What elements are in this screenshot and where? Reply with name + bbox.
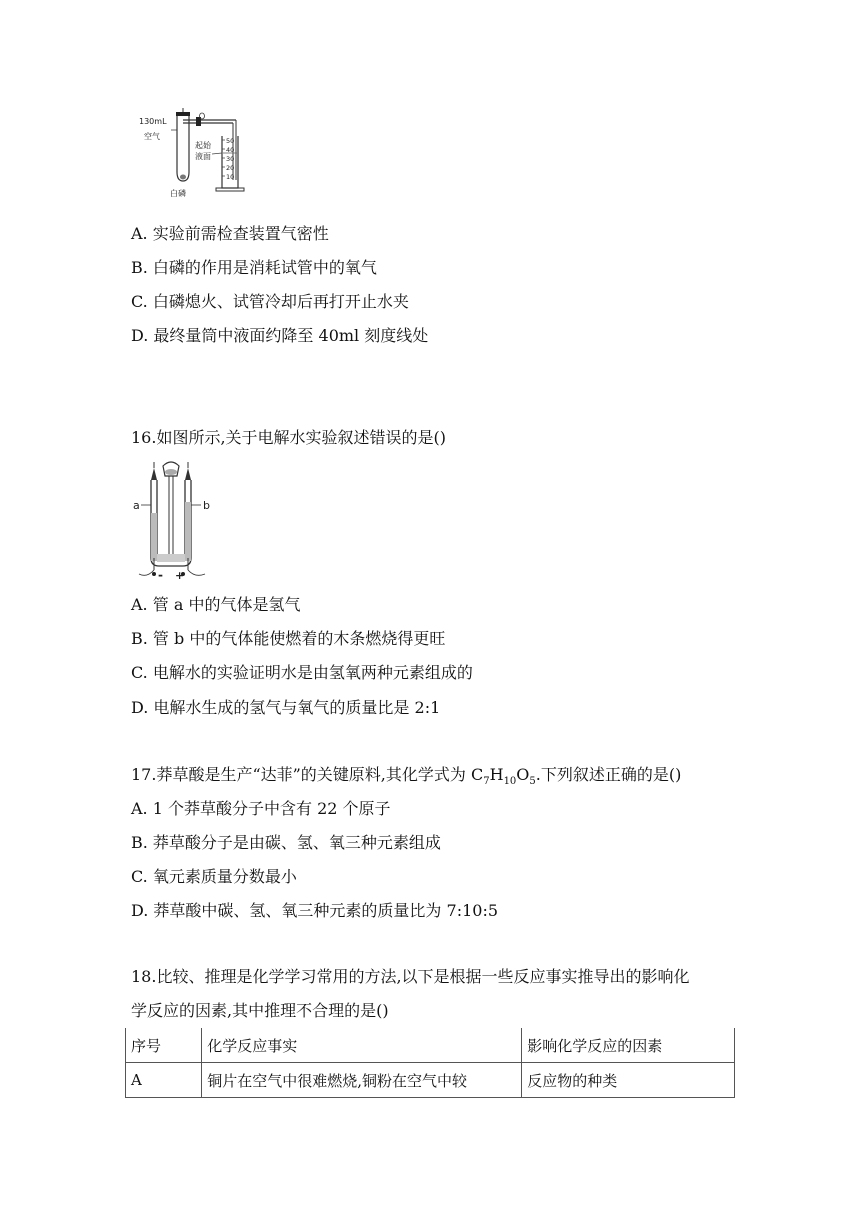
row-fact: 铜片在空气中很难燃烧,铜粉在空气中较 [202,1063,522,1098]
q18-stem-line2: 学反应的因素,其中推理不合理的是() [131,1001,389,1020]
table-header-row [126,1028,735,1063]
q17-option-b: B. 莽草酸分子是由碳、氢、氧三种元素组成 [131,833,441,852]
scale-mark-50: 50 [226,137,235,145]
scale-mark-40: 40 [226,146,235,154]
q17-stem: 17.莽草酸是生产“达菲”的关键原料,其化学式为 $C_7H_{10}O_5$.下列叙述正确的是() [131,765,682,788]
q17-option-c: C. 氧元素质量分数最小 [131,867,297,886]
start-level-label-line1: 起始 [195,141,211,150]
q16-stem: 16.如图所示,关于电解水实验叙述错误的是() [131,428,447,447]
table-row [126,1063,735,1098]
q16-option-d: D. 电解水生成的氢气与氧气的质量比是 2:1 [131,698,441,717]
q15-option-d: D. 最终量筒中液面约降至 40ml 刻度线处 [131,326,429,345]
row-factor: 反应物的种类 [522,1063,735,1098]
scale-mark-20: 20 [226,164,235,172]
q17-option-a: A. 1 个莽草酸分子中含有 22 个原子 [131,799,391,818]
q16-option-c: C. 电解水的实验证明水是由氢氧两种元素组成的 [131,663,473,682]
row-index: A [126,1063,202,1098]
header-fact: 化学反应事实 [202,1028,522,1063]
scale-mark-30: 30 [226,155,235,163]
reaction-facts-table [125,1028,735,1098]
negative-electrode-label: - [158,568,163,582]
tube-volume-label: 130mL [139,117,167,126]
q16-option-a: A. 管 a 中的气体是氢气 [131,595,301,614]
positive-electrode-label: + [175,569,185,582]
header-factor: 影响化学反应的因素 [522,1028,735,1063]
scale-mark-10: 10 [226,173,235,181]
q18-stem-line1: 18.比较、推理是化学学习常用的方法,以下是根据一些反应事实推导出的影响化 [131,967,690,986]
header-index: 序号 [126,1028,202,1063]
electrolysis-figure [133,458,213,583]
q15-option-b: B. 白磷的作用是消耗试管中的氧气 [131,258,377,277]
phosphorus-experiment-figure [138,108,263,203]
q16-option-b: B. 管 b 中的气体能使燃着的木条燃烧得更旺 [131,629,446,648]
q17-option-d: D. 莽草酸中碳、氢、氧三种元素的质量比为 7:10:5 [131,901,499,920]
tube-air-label: 空气 [144,132,160,141]
phosphorus-label: 白磷 [170,189,186,198]
start-level-label-line2: 液面 [195,152,211,161]
q15-option-c: C. 白磷熄火、试管冷却后再打开止水夹 [131,292,409,311]
q15-option-a: A. 实验前需检查装置气密性 [131,224,329,243]
tube-a-label: a [133,499,140,512]
tube-b-label: b [203,499,210,512]
